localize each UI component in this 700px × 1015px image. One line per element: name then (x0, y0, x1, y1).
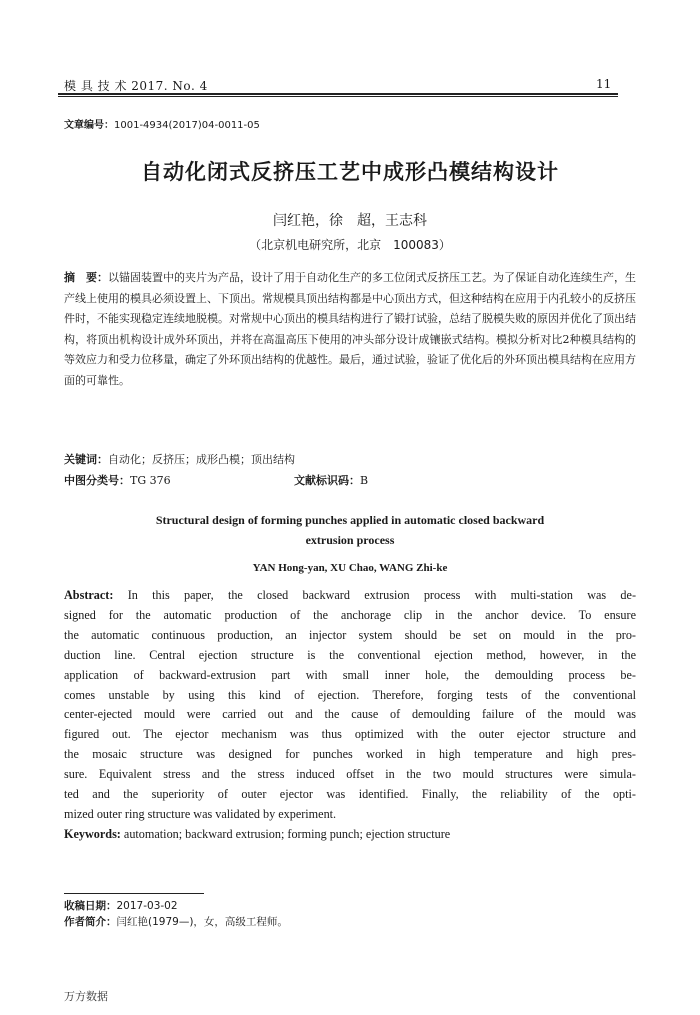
keywords-chinese-text: 自动化；反挤压；成形凸模；顶出结构 (108, 453, 295, 466)
keywords-english-text: automation; backward extrusion; forming punch; ejection structure (123, 826, 451, 841)
abstract-english-line: the automatic continuous production, an injector system should be set on mould in the pro- (64, 627, 636, 642)
document-code-value: B (360, 474, 369, 487)
authors-english: YAN Hong-yan, XU Chao, WANG Zhi-ke (252, 562, 448, 574)
received-label: 收稿日期： (64, 900, 117, 912)
classification-chinese (64, 472, 636, 488)
authors-chinese: 闫红艳，徐 超，王志科 (273, 213, 427, 229)
keywords-chinese-label: 关键词： (64, 453, 108, 466)
footnote-received (64, 898, 178, 913)
clc-value: TG 376 (130, 474, 171, 487)
keywords-chinese (64, 451, 295, 467)
abstract-english-line: the mosaic structure was designed for punches worked in high temperature and high pres- (64, 747, 636, 762)
footnote-rule (64, 893, 204, 894)
footnote-author-bio (64, 914, 288, 929)
page-number: 11 (596, 77, 612, 91)
abstract-english-line: Abstract: In this paper, the closed backward extrusion process with multi-station was de- (64, 588, 636, 602)
article-number (64, 116, 260, 131)
keywords-english (64, 825, 636, 845)
header-rule (58, 93, 618, 95)
abstract-english-line: sure. Equivalent stress and the stress induced offset in the two mould structures were simula- (64, 767, 636, 782)
abstract-english-line: comes unstable by using this kind of ejection. Therefore, forging tests of the conventional (64, 687, 636, 702)
article-number-value: 1001-4934(2017)04-0011-05 (114, 120, 260, 131)
header-rule-thin (58, 96, 618, 97)
document-code-label: 文献标识码： (294, 474, 360, 487)
abstract-english-line: signed for the automatic production of the anchorage clip in the anchor device. To ensure (64, 607, 636, 622)
keywords-english-label: Keywords: (64, 826, 121, 841)
abstract-english-label: Abstract: (64, 588, 114, 602)
clc-label: 中图分类号： (64, 474, 130, 487)
abstract-english-line: center-ejected mould were carried out and the cause of demoulding failure of the mould was (64, 707, 636, 722)
article-number-label: 文章编号： (64, 120, 114, 131)
title-english (0, 510, 700, 550)
watermark: 万方数据 (64, 990, 108, 1003)
document-code (294, 472, 368, 488)
abstract-english (64, 586, 636, 845)
title-english-line: Structural design of forming punches applied in automatic closed backward (155, 513, 545, 527)
journal-header: 模 具 技 术 2017. No. 4 (64, 79, 208, 93)
abstract-chinese (64, 268, 636, 391)
abstract-chinese-text: 以锚固装置中的夹片为产品，设计了用于自动化生产的多工位闭式反挤压工艺。为了保证自动化连续生产，生产线上使用的模具必须设置上、下顶出。常规模具顶出结构都是中心顶出方式，但这种结构在应用于内孔较小的反挤压件时，不能实现稳定连续地脱模。对常规中心顶出的模具结构进行了锻打试验，总结了脱模失败的原因并优化了顶出结构，将顶出机构设计成外环顶出，并将在高温高压下使用的冲头部分设计成镶嵌式结构。模拟分析对比2种模具结构的等效应力和受力位移量，确定了外环顶出结构的优越性。最后，通过试验，验证了优化后的外环顶出模具结构在应用方面的可靠性。 (64, 271, 636, 387)
title-chinese: 自动化闭式反挤压工艺中成形凸模结构设计 (141, 160, 559, 184)
abstract-chinese-label: 摘 要： (64, 271, 108, 284)
abstract-english-line: figured out. The ejector mechanism was thus optimized with the outer ejector structure and (64, 727, 636, 742)
abstract-english-line: ted and the superiority of outer ejector was identified. Finally, the reliability of the opti- (64, 787, 636, 802)
bio-value: 闫红艳(1979—)，女，高级工程师。 (116, 916, 288, 928)
bio-label: 作者简介： (64, 916, 117, 928)
abstract-english-line: duction line. Central ejection structure is the conventional ejection method, however, in the (64, 647, 636, 662)
abstract-english-line: mized outer ring structure was validated by experiment. (64, 806, 337, 821)
title-english-line: extrusion process (305, 533, 395, 547)
received-value: 2017-03-02 (116, 900, 178, 912)
affiliation-chinese: （北京机电研究所，北京 100083） (249, 238, 451, 252)
abstract-english-line: application of backward-extrusion part with small inner hole, the demoulding process be- (64, 667, 636, 682)
